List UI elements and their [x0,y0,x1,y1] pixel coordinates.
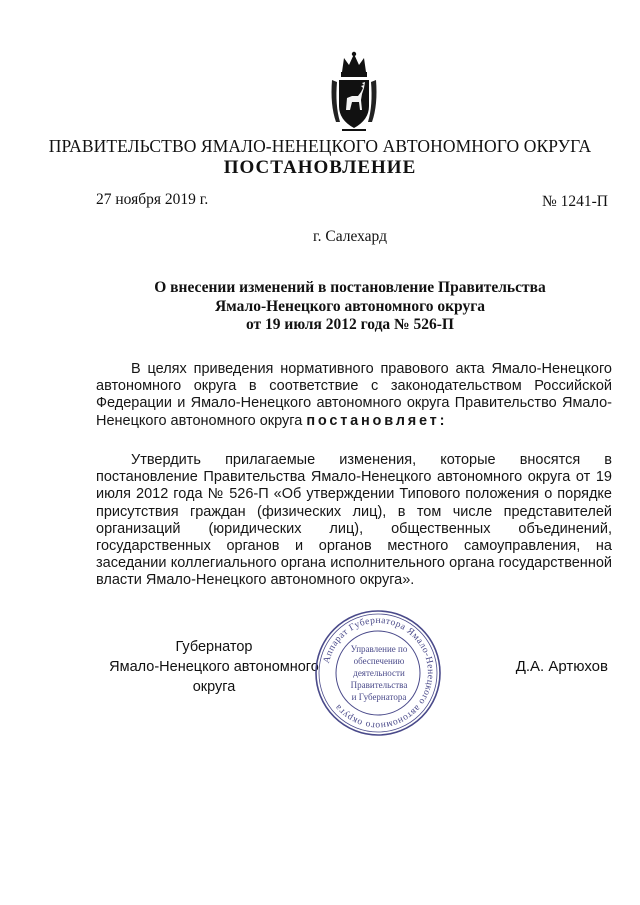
stamp-center-line-2: обеспечению [353,656,405,666]
document-date: 27 ноября 2019 г. [96,191,209,208]
stamp-ring-text: Аппарат Губернатора Ямало-Ненецкого автономного округа [321,615,436,731]
document-title [0,279,640,335]
preamble-text: В целях приведения нормативного правового акта Ямало-Ненецкого автономного округа в соответствие с законодательством Российской Федерации и Ямало-Ненецкого автономного округа Правительство Ямало-Ненецкого автономного округа [96,361,612,429]
resolution-paragraph: Утвердить прилагаемые изменения, которые вносятся в постановление Правительства Ямало-Ненецкого автономного округа от 19 июля 2012 года № 526-П «Об утверждении Типового положения о порядке присутствия граждан (физических лиц), в том числе представителей организаций (юридических лиц), общественных объединений, государственных органов и органов местного самоуправления, на заседании коллегиального органа исполнительного органа государственной власти Ямало-Ненецкого автономного округа». [96,452,612,589]
title-line-3: от 19 июля 2012 года № 526-П [246,316,454,333]
preamble-paragraph [96,361,612,430]
stamp-center-line-3: деятельности [353,668,405,678]
decree-word: постановляет: [306,412,448,429]
coat-of-arms-icon [328,50,380,134]
document-number: № 1241-П [541,193,608,210]
stamp-center-line-4: Правительства [350,680,408,690]
signatory-role-line-2: Ямало-Ненецкого автономного округа [109,659,319,695]
city: г. Салехард [313,228,387,245]
organization-name: ПРАВИТЕЛЬСТВО ЯМАЛО-НЕНЕЦКОГО АВТОНОМНОГО ОКРУГА [48,136,592,156]
document-type: ПОСТАНОВЛЕНИЕ [223,157,417,178]
signatory-name: Д.А. Артюхов [515,658,608,675]
stamp-center-line-5: и Губернатора [351,692,407,702]
stamp-center-line-1: Управление по [350,644,408,654]
title-line-2: Ямало-Ненецкого автономного округа [214,297,485,315]
official-stamp [313,608,443,738]
signatory-role [96,637,332,697]
title-line-1: О внесении изменений в постановление Правительства [154,279,546,296]
signatory-role-line-1: Губернатор [175,639,253,655]
